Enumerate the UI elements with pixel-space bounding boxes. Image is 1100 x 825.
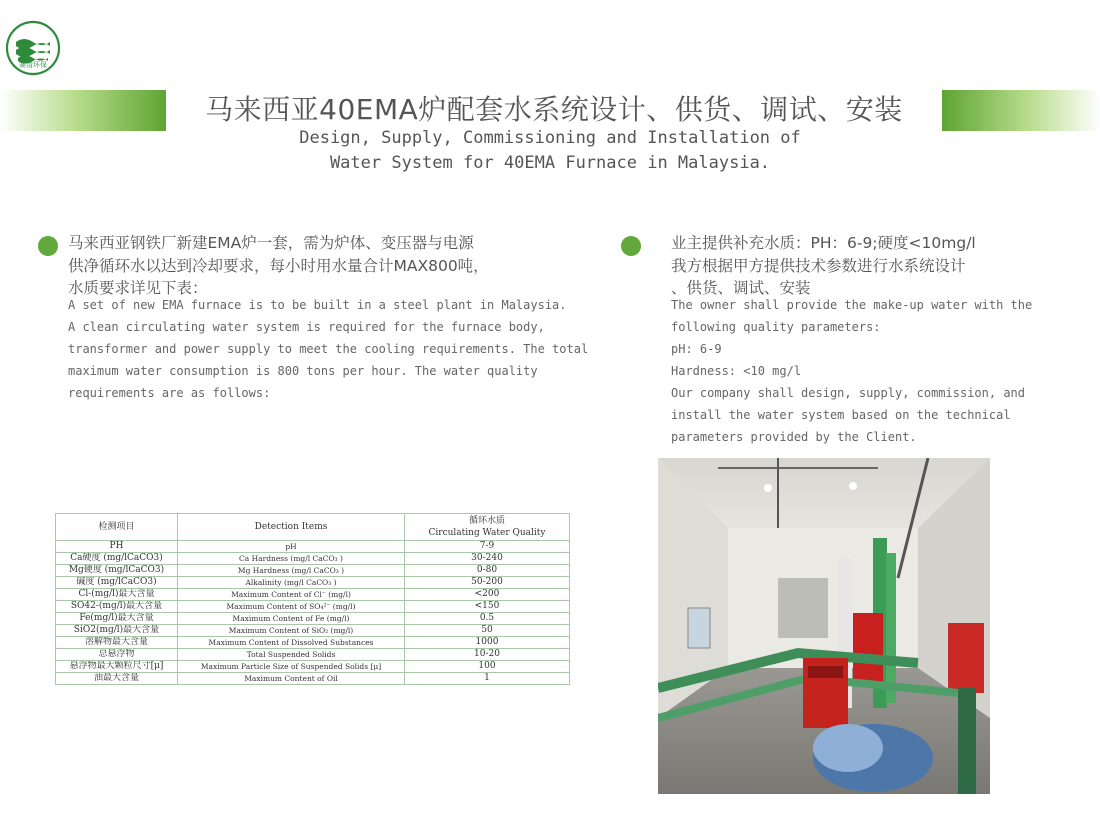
cell-item-en: Maximum Content of Dissolved Substances: [178, 637, 405, 649]
right-en-line: parameters provided by the Client.: [671, 430, 917, 444]
cell-item-zh: 碱度 (mg/lCaCO3): [56, 577, 178, 589]
cell-value: 7-9: [405, 541, 570, 553]
bullet-dot: [621, 236, 641, 256]
header-quality-zh: 循环水质: [468, 516, 505, 526]
cell-item-zh: SO42-(mg/l)最大含量: [56, 601, 178, 613]
header-quality: [405, 514, 570, 541]
right-en-line: Our company shall design, supply, commission, and: [671, 386, 1026, 400]
cell-item-zh: 悬浮物最大颗粒尺寸[μ]: [56, 661, 178, 673]
cell-item-zh: Mg硬度 (mg/lCaCO3): [56, 565, 178, 577]
right-zh-line: 、供货、调试、安装: [671, 279, 811, 297]
cell-item-zh: Fe(mg/l)最大含量: [56, 613, 178, 625]
right-en-line: Hardness: <10 mg/l: [671, 364, 802, 378]
table-row: [56, 589, 570, 601]
page-title-zh: 马来西亚40EMA炉配套水系统设计、供货、调试、安装: [205, 93, 903, 126]
cell-item-en: Maximum Content of SiO₂ (mg/l): [178, 625, 405, 637]
cell-value: 1000: [405, 637, 570, 649]
cell-item-en: Alkalinity (mg/l CaCO₃ ): [178, 577, 405, 589]
cell-item-en: Maximum Content of Oil: [178, 673, 405, 685]
left-en-line: transformer and power supply to meet the cooling requirements. The total: [68, 342, 589, 356]
right-en-line: install the water system based on the technical: [671, 408, 1011, 422]
cell-value: 100: [405, 661, 570, 673]
table-row: [56, 637, 570, 649]
left-zh-line: 供净循环水以达到冷却要求，每小时用水量合计MAX800吨，: [68, 257, 489, 275]
table-row: [56, 577, 570, 589]
cell-item-en: Maximum Particle Size of Suspended Solids [μ]: [178, 661, 405, 673]
cell-item-en: pH: [178, 541, 405, 553]
cell-item-en: Mg Hardness (mg/l CaCO₃ ): [178, 565, 405, 577]
cell-item-zh: Cl-(mg/l)最大含量: [56, 589, 178, 601]
header-quality-en: Circulating Water Quality: [428, 528, 546, 538]
cell-item-zh: PH: [56, 541, 178, 553]
cell-item-en: Total Suspended Solids: [178, 649, 405, 661]
right-en-line: following quality parameters:: [671, 320, 881, 334]
left-en-line: A clean circulating water system is required for the furnace body,: [68, 320, 545, 334]
table-row: [56, 601, 570, 613]
table-body: [56, 541, 570, 685]
table-row: [56, 673, 570, 685]
page-title-en-line: Design, Supply, Commissioning and Installation of: [299, 128, 801, 148]
table-row: [56, 649, 570, 661]
cell-item-zh: Ca硬度 (mg/lCaCO3): [56, 553, 178, 565]
left-en-line: A set of new EMA furnace is to be built in a steel plant in Malaysia.: [68, 298, 567, 312]
table-row: [56, 613, 570, 625]
cell-value: 30-240: [405, 553, 570, 565]
logo-caption: 赛清环保: [19, 61, 47, 69]
header-item-en: Detection Items: [178, 514, 405, 541]
table-row: [56, 541, 570, 553]
page-title-en-line: Water System for 40EMA Furnace in Malaysia.: [329, 153, 771, 173]
cell-item-zh: SiO2(mg/l)最大含量: [56, 625, 178, 637]
cell-value: 1: [405, 673, 570, 685]
cell-item-en: Maximum Content of Cl⁻ (mg/l): [178, 589, 405, 601]
cell-item-en: Maximum Content of SO₄²⁻ (mg/l): [178, 601, 405, 613]
title-bar-left: [0, 90, 166, 131]
cell-item-en: Maximum Content of Fe (mg/l): [178, 613, 405, 625]
title-bar-right: [942, 90, 1100, 131]
cell-value: 0.5: [405, 613, 570, 625]
cell-value: 0-80: [405, 565, 570, 577]
left-zh-line: 水质要求详见下表：: [68, 279, 208, 297]
left-zh-line: 马来西亚钢铁厂新建EMA炉一套，需为炉体、变压器与电源: [68, 234, 474, 252]
right-zh-line: 业主提供补充水质：PH：6-9;硬度<10mg/l: [671, 234, 976, 252]
table-row: [56, 625, 570, 637]
installation-photo: [658, 458, 990, 794]
table-header-row: [56, 514, 570, 541]
bullet-dot: [38, 236, 58, 256]
cell-item-en: Ca Hardness (mg/l CaCO₃ ): [178, 553, 405, 565]
cell-value: 50-200: [405, 577, 570, 589]
right-zh-line: 我方根据甲方提供技术参数进行水系统设计: [671, 257, 966, 275]
right-en-line: The owner shall provide the make-up water with the: [671, 298, 1033, 312]
cell-value: 50: [405, 625, 570, 637]
table-row: [56, 565, 570, 577]
left-en-line: requirements are as follows:: [68, 386, 271, 400]
header-item-zh: 检测项目: [56, 514, 178, 541]
cell-item-zh: 溶解物最大含量: [56, 637, 178, 649]
cell-value: 10-20: [405, 649, 570, 661]
cell-value: <200: [405, 589, 570, 601]
table-row: [56, 661, 570, 673]
table-row: [56, 553, 570, 565]
cell-item-zh: 油最大含量: [56, 673, 178, 685]
right-en-line: pH: 6-9: [671, 342, 722, 356]
cell-value: <150: [405, 601, 570, 613]
left-en-line: maximum water consumption is 800 tons per hour. The water quality: [68, 364, 538, 378]
water-quality-table: [55, 513, 570, 685]
cell-item-zh: 总悬浮物: [56, 649, 178, 661]
